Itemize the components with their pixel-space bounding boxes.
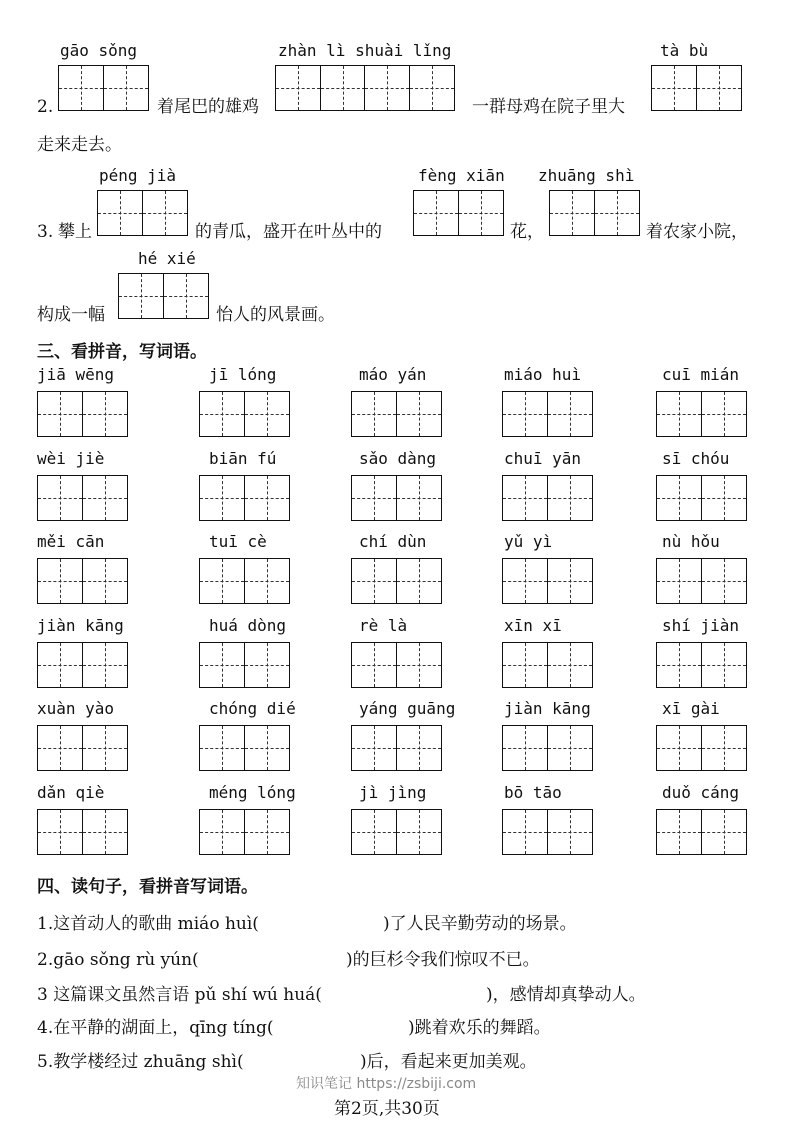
writing-cell[interactable]	[701, 475, 747, 521]
writing-cell[interactable]	[701, 725, 747, 771]
writing-cell[interactable]	[656, 642, 702, 688]
writing-cell[interactable]	[502, 642, 548, 688]
answer-box[interactable]	[656, 725, 745, 771]
pinyin-label: méng lóng	[209, 782, 296, 802]
pinyin-label: jì jìng	[359, 782, 427, 802]
writing-cell[interactable]	[351, 391, 397, 437]
question-number: 3.	[37, 222, 54, 242]
writing-cell[interactable]	[547, 391, 593, 437]
writing-cell[interactable]	[244, 725, 290, 771]
writing-cell[interactable]	[351, 642, 397, 688]
sentence-text: 一群母鸡在院子里大	[472, 97, 625, 117]
sentence-5-before: 5.教学楼经过 zhuāng shì(	[37, 1052, 244, 1072]
answer-box-zhan-li-shuai-ling[interactable]	[275, 65, 453, 111]
writing-cell[interactable]	[199, 558, 245, 604]
writing-cell[interactable]	[396, 725, 442, 771]
sentence-1-after: )了人民辛勤劳动的场景。	[383, 914, 577, 934]
writing-cell[interactable]	[82, 475, 128, 521]
answer-box-ta-bu[interactable]	[651, 65, 740, 111]
pinyin-label: jiàn kāng	[37, 615, 124, 635]
pinyin-label: chí dùn	[359, 532, 427, 551]
answer-box[interactable]	[351, 642, 440, 688]
writing-cell[interactable]	[701, 391, 747, 437]
pinyin-label: bō tāo	[504, 782, 562, 802]
sentence-2-after: )的巨杉令我们惊叹不已。	[346, 950, 540, 970]
sentence-4-before: 4.在平静的湖面上，qīng tíng(	[37, 1018, 274, 1038]
writing-cell[interactable]	[199, 391, 245, 437]
answer-box[interactable]	[351, 809, 440, 855]
writing-cell[interactable]	[547, 475, 593, 521]
writing-cell[interactable]	[199, 725, 245, 771]
sentence-3-before: 3 这篇课文虽然言语 pǔ shí wú huá(	[37, 985, 322, 1005]
pinyin-label: xīn xī	[504, 615, 562, 635]
writing-cell[interactable]	[656, 809, 702, 855]
writing-cell[interactable]	[244, 475, 290, 521]
watermark-text: 知识笔记 https://zsbiji.com	[296, 1076, 477, 1092]
blank-pu-shi-wu-hua[interactable]	[365, 985, 483, 1005]
answer-box[interactable]	[199, 725, 288, 771]
writing-cell[interactable]	[547, 809, 593, 855]
writing-cell[interactable]	[701, 558, 747, 604]
answer-box[interactable]	[199, 475, 288, 521]
writing-cell[interactable]	[199, 475, 245, 521]
answer-box[interactable]	[502, 391, 591, 437]
answer-box[interactable]	[502, 642, 591, 688]
sentence-text: 攀上	[58, 222, 92, 242]
writing-cell[interactable]	[351, 725, 397, 771]
answer-box[interactable]	[656, 558, 745, 604]
writing-cell[interactable]	[396, 809, 442, 855]
writing-cell[interactable]	[396, 391, 442, 437]
blank-gao-song-ru-yun[interactable]	[225, 950, 345, 970]
pinyin-label: xī gài	[662, 699, 720, 718]
answer-box[interactable]	[502, 809, 591, 855]
pinyin-label: yáng guāng	[359, 699, 456, 718]
pinyin-zhan-li-shuai-ling: zhàn lì shuài lǐng	[278, 41, 452, 60]
answer-box[interactable]	[199, 642, 288, 688]
pinyin-label: jī lóng	[209, 365, 277, 384]
writing-cell[interactable]	[199, 809, 245, 855]
section-4-title: 四、读句子，看拼音写词语。	[37, 877, 258, 897]
pinyin-label: nù hǒu	[662, 532, 720, 551]
answer-box[interactable]	[351, 725, 440, 771]
pinyin-label: duǒ cáng	[662, 782, 740, 802]
writing-cell[interactable]	[656, 558, 702, 604]
answer-box[interactable]	[37, 809, 126, 855]
writing-cell[interactable]	[37, 725, 83, 771]
blank-miao-hui[interactable]	[297, 914, 381, 934]
writing-cell[interactable]	[82, 558, 128, 604]
answer-box-zhuang-shi[interactable]	[549, 190, 638, 236]
writing-cell[interactable]	[701, 809, 747, 855]
pinyin-label: huá dòng	[209, 615, 287, 635]
writing-cell[interactable]	[502, 558, 548, 604]
answer-box[interactable]	[656, 642, 745, 688]
pinyin-label: cuī mián	[662, 365, 740, 384]
writing-cell[interactable]	[656, 475, 702, 521]
answer-box[interactable]	[351, 558, 440, 604]
pinyin-label: wèi jiè	[37, 448, 105, 468]
answer-box[interactable]	[199, 809, 288, 855]
writing-cell[interactable]	[502, 809, 548, 855]
answer-box[interactable]	[199, 391, 288, 437]
blank-qing-ting[interactable]	[322, 1018, 406, 1038]
pinyin-gao-song: gāo sǒng	[60, 41, 138, 60]
sentence-5-after: )后，看起来更加美观。	[360, 1052, 537, 1072]
answer-box-peng-jia[interactable]	[97, 190, 186, 236]
writing-cell[interactable]	[82, 725, 128, 771]
pinyin-label: shí jiàn	[662, 615, 740, 635]
pinyin-zhuang-shi: zhuāng shì	[538, 166, 635, 185]
answer-box[interactable]	[656, 809, 745, 855]
writing-cell[interactable]	[37, 475, 83, 521]
page-number: 第2页,共30页	[334, 1099, 440, 1119]
writing-cell[interactable]	[82, 391, 128, 437]
pinyin-label: měi cān	[37, 532, 105, 551]
writing-cell[interactable]	[656, 391, 702, 437]
sentence-text: 走来走去。	[37, 135, 122, 155]
pinyin-label: tuī cè	[209, 532, 267, 551]
answer-box-feng-xian[interactable]	[413, 190, 502, 236]
answer-box[interactable]	[199, 558, 288, 604]
pinyin-label: yǔ yì	[504, 532, 553, 551]
writing-cell[interactable]	[37, 558, 83, 604]
sentence-text: 的青瓜，盛开在叶丛中的	[195, 222, 382, 242]
answer-box[interactable]	[37, 558, 126, 604]
writing-cell[interactable]	[37, 642, 83, 688]
answer-box[interactable]	[37, 642, 126, 688]
pinyin-ta-bu: tà bù	[660, 41, 709, 60]
answer-box[interactable]	[351, 475, 440, 521]
pinyin-label: biān fú	[209, 448, 277, 468]
writing-cell[interactable]	[82, 809, 128, 855]
sentence-text: 花，	[510, 222, 544, 242]
writing-cell[interactable]	[199, 642, 245, 688]
answer-box[interactable]	[502, 475, 591, 521]
writing-cell[interactable]	[502, 475, 548, 521]
writing-cell[interactable]	[656, 725, 702, 771]
pinyin-label: dǎn qiè	[37, 782, 105, 802]
sentence-text: 着农家小院，	[646, 222, 748, 242]
pinyin-label: xuàn yào	[37, 699, 115, 718]
writing-cell[interactable]	[351, 475, 397, 521]
section-3-title: 三、看拼音，写词语。	[37, 342, 207, 362]
writing-cell[interactable]	[244, 558, 290, 604]
pinyin-label: jiàn kāng	[504, 699, 591, 718]
sentence-4-after: )跳着欢乐的舞蹈。	[408, 1018, 551, 1038]
writing-cell[interactable]	[37, 391, 83, 437]
writing-cell[interactable]	[396, 475, 442, 521]
writing-cell[interactable]	[502, 391, 548, 437]
writing-cell[interactable]	[502, 725, 548, 771]
writing-cell[interactable]	[701, 642, 747, 688]
answer-box[interactable]	[502, 558, 591, 604]
answer-box[interactable]	[656, 391, 745, 437]
writing-cell[interactable]	[547, 642, 593, 688]
writing-cell[interactable]	[37, 809, 83, 855]
pinyin-label: miáo huì	[504, 365, 582, 384]
pinyin-label: jiā wēng	[37, 365, 115, 384]
sentence-1-before: 1.这首动人的歌曲 miáo huì(	[37, 914, 259, 934]
pinyin-feng-xian: fèng xiān	[418, 166, 505, 185]
sentence-text: 怡人的风景画。	[216, 305, 335, 325]
pinyin-label: rè là	[359, 615, 408, 635]
sentence-text: 构成一幅	[37, 305, 105, 325]
answer-box[interactable]	[37, 475, 126, 521]
blank-zhuang-shi[interactable]	[278, 1052, 358, 1072]
writing-cell[interactable]	[244, 642, 290, 688]
answer-box-he-xie[interactable]	[118, 273, 207, 319]
question-number: 2.	[37, 97, 54, 117]
pinyin-label: chuī yān	[504, 448, 582, 468]
pinyin-label: máo yán	[359, 365, 427, 384]
pinyin-label: sǎo dàng	[359, 448, 437, 468]
pinyin-peng-jia: péng jià	[99, 166, 177, 185]
writing-cell[interactable]	[351, 809, 397, 855]
writing-cell[interactable]	[351, 558, 397, 604]
writing-cell[interactable]	[244, 391, 290, 437]
pinyin-label: sī chóu	[662, 448, 730, 468]
pinyin-label: chóng dié	[209, 699, 296, 718]
answer-box[interactable]	[656, 475, 745, 521]
writing-cell[interactable]	[396, 558, 442, 604]
sentence-3-after: )，感情却真挚动人。	[486, 985, 646, 1005]
writing-cell[interactable]	[547, 725, 593, 771]
pinyin-he-xie: hé xié	[138, 249, 196, 268]
writing-cell[interactable]	[244, 809, 290, 855]
writing-cell[interactable]	[547, 558, 593, 604]
writing-cell[interactable]	[396, 642, 442, 688]
answer-box[interactable]	[351, 391, 440, 437]
answer-box[interactable]	[37, 725, 126, 771]
sentence-2-before: 2.gāo sǒng rù yún(	[37, 950, 199, 970]
answer-box-gao-song[interactable]	[58, 65, 147, 111]
sentence-text: 着尾巴的雄鸡	[157, 97, 259, 117]
answer-box[interactable]	[37, 391, 126, 437]
writing-cell[interactable]	[82, 642, 128, 688]
answer-box[interactable]	[502, 725, 591, 771]
